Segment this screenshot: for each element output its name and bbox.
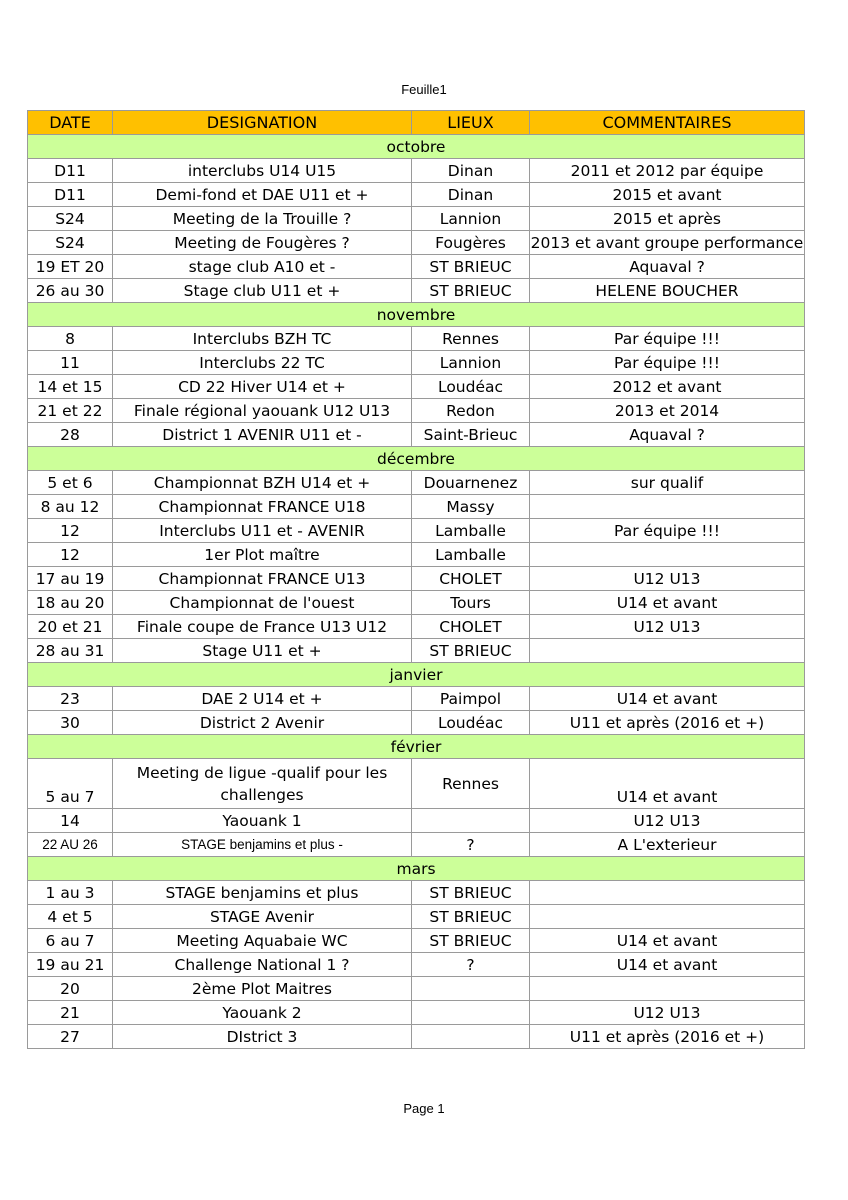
cell-designation: CD 22 Hiver U14 et + bbox=[113, 375, 412, 399]
cell-commentaires bbox=[530, 881, 805, 905]
cell-date: 20 et 21 bbox=[28, 615, 113, 639]
cell-lieux: Dinan bbox=[412, 159, 530, 183]
cell-lieux: ? bbox=[412, 953, 530, 977]
cell-lieux: ST BRIEUC bbox=[412, 881, 530, 905]
cell-date: 17 au 19 bbox=[28, 567, 113, 591]
cell-commentaires: U14 et avant bbox=[530, 759, 805, 809]
month-row bbox=[28, 303, 805, 327]
cell-lieux: ST BRIEUC bbox=[412, 279, 530, 303]
header-commentaires: COMMENTAIRES bbox=[530, 111, 805, 135]
cell-designation: DAE 2 U14 et + bbox=[113, 687, 412, 711]
cell-designation: STAGE benjamins et plus bbox=[113, 881, 412, 905]
cell-lieux bbox=[412, 809, 530, 833]
month-label: décembre bbox=[28, 447, 805, 471]
month-row bbox=[28, 857, 805, 881]
cell-commentaires: U12 U13 bbox=[530, 615, 805, 639]
cell-designation: Yaouank 1 bbox=[113, 809, 412, 833]
cell-designation: Stage U11 et + bbox=[113, 639, 412, 663]
table-row bbox=[28, 639, 805, 663]
cell-date: D11 bbox=[28, 183, 113, 207]
cell-lieux: Douarnenez bbox=[412, 471, 530, 495]
cell-designation: STAGE benjamins et plus - bbox=[113, 833, 412, 857]
cell-lieux: ST BRIEUC bbox=[412, 255, 530, 279]
cell-date: 8 au 12 bbox=[28, 495, 113, 519]
month-label: février bbox=[28, 735, 805, 759]
table-row bbox=[28, 953, 805, 977]
cell-commentaires: Aquaval ? bbox=[530, 423, 805, 447]
month-label: mars bbox=[28, 857, 805, 881]
cell-commentaires: U12 U13 bbox=[530, 809, 805, 833]
cell-date: 26 au 30 bbox=[28, 279, 113, 303]
cell-designation: Meeting Aquabaie WC bbox=[113, 929, 412, 953]
table-row bbox=[28, 159, 805, 183]
cell-designation: Yaouank 2 bbox=[113, 1001, 412, 1025]
table-row bbox=[28, 543, 805, 567]
table-row bbox=[28, 881, 805, 905]
table-row bbox=[28, 519, 805, 543]
cell-designation: District 1 AVENIR U11 et - bbox=[113, 423, 412, 447]
cell-designation: Finale coupe de France U13 U12 bbox=[113, 615, 412, 639]
table-row bbox=[28, 351, 805, 375]
cell-commentaires: U11 et après (2016 et +) bbox=[530, 1025, 805, 1049]
cell-lieux: Fougères bbox=[412, 231, 530, 255]
header-date: DATE bbox=[28, 111, 113, 135]
cell-designation: Championnat de l'ouest bbox=[113, 591, 412, 615]
cell-date: 12 bbox=[28, 519, 113, 543]
cell-commentaires: 2013 et 2014 bbox=[530, 399, 805, 423]
cell-lieux: Lannion bbox=[412, 351, 530, 375]
cell-commentaires: Par équipe !!! bbox=[530, 327, 805, 351]
header-row bbox=[28, 111, 805, 135]
cell-date: 23 bbox=[28, 687, 113, 711]
cell-lieux: Massy bbox=[412, 495, 530, 519]
table-row bbox=[28, 255, 805, 279]
cell-designation: STAGE Avenir bbox=[113, 905, 412, 929]
cell-designation: stage club A10 et - bbox=[113, 255, 412, 279]
cell-commentaires: 2015 et avant bbox=[530, 183, 805, 207]
table-row bbox=[28, 471, 805, 495]
table-row bbox=[28, 399, 805, 423]
cell-designation: District 2 Avenir bbox=[113, 711, 412, 735]
cell-commentaires: U14 et avant bbox=[530, 591, 805, 615]
cell-designation: Challenge National 1 ? bbox=[113, 953, 412, 977]
cell-designation: Meeting de ligue -qualif pour les challenges bbox=[113, 759, 412, 809]
table-row bbox=[28, 615, 805, 639]
cell-designation: Demi-fond et DAE U11 et + bbox=[113, 183, 412, 207]
cell-designation: DIstrict 3 bbox=[113, 1025, 412, 1049]
cell-designation: Finale régional yaouank U12 U13 bbox=[113, 399, 412, 423]
cell-commentaires: U11 et après (2016 et +) bbox=[530, 711, 805, 735]
cell-date: 14 et 15 bbox=[28, 375, 113, 399]
table-row bbox=[28, 929, 805, 953]
table-row bbox=[28, 809, 805, 833]
events-table bbox=[27, 110, 805, 1049]
cell-lieux: ? bbox=[412, 833, 530, 857]
cell-date: 22 AU 26 bbox=[28, 833, 113, 857]
cell-date: 21 et 22 bbox=[28, 399, 113, 423]
cell-date: 1 au 3 bbox=[28, 881, 113, 905]
cell-lieux: Loudéac bbox=[412, 375, 530, 399]
cell-date: 4 et 5 bbox=[28, 905, 113, 929]
table-row bbox=[28, 977, 805, 1001]
cell-commentaires: U14 et avant bbox=[530, 687, 805, 711]
cell-lieux: CHOLET bbox=[412, 615, 530, 639]
header-lieux: LIEUX bbox=[412, 111, 530, 135]
cell-commentaires bbox=[530, 639, 805, 663]
cell-designation: interclubs U14 U15 bbox=[113, 159, 412, 183]
sheet-title: Feuille1 bbox=[401, 82, 447, 97]
cell-designation: Stage club U11 et + bbox=[113, 279, 412, 303]
header-designation: DESIGNATION bbox=[113, 111, 412, 135]
cell-lieux bbox=[412, 977, 530, 1001]
cell-lieux: Redon bbox=[412, 399, 530, 423]
cell-designation: Meeting de Fougères ? bbox=[113, 231, 412, 255]
cell-date: 18 au 20 bbox=[28, 591, 113, 615]
cell-commentaires: U12 U13 bbox=[530, 567, 805, 591]
cell-commentaires bbox=[530, 977, 805, 1001]
cell-commentaires bbox=[530, 905, 805, 929]
table-row bbox=[28, 759, 805, 809]
cell-lieux: Rennes bbox=[412, 759, 530, 809]
cell-lieux: Saint-Brieuc bbox=[412, 423, 530, 447]
cell-designation: Interclubs U11 et - AVENIR bbox=[113, 519, 412, 543]
table-row bbox=[28, 183, 805, 207]
table-row bbox=[28, 1001, 805, 1025]
cell-date: 20 bbox=[28, 977, 113, 1001]
cell-designation: Interclubs 22 TC bbox=[113, 351, 412, 375]
cell-designation: Championnat FRANCE U13 bbox=[113, 567, 412, 591]
cell-commentaires bbox=[530, 495, 805, 519]
cell-commentaires: Par équipe !!! bbox=[530, 351, 805, 375]
table-row bbox=[28, 231, 805, 255]
cell-lieux: Rennes bbox=[412, 327, 530, 351]
cell-commentaires: U14 et avant bbox=[530, 953, 805, 977]
table-row bbox=[28, 279, 805, 303]
table-row bbox=[28, 905, 805, 929]
cell-lieux: Lannion bbox=[412, 207, 530, 231]
cell-date: 11 bbox=[28, 351, 113, 375]
cell-designation: Meeting de la Trouille ? bbox=[113, 207, 412, 231]
cell-commentaires: 2015 et après bbox=[530, 207, 805, 231]
cell-commentaires: U14 et avant bbox=[530, 929, 805, 953]
cell-date: 19 ET 20 bbox=[28, 255, 113, 279]
table-row bbox=[28, 591, 805, 615]
cell-commentaires: Aquaval ? bbox=[530, 255, 805, 279]
month-row bbox=[28, 735, 805, 759]
cell-designation: Championnat FRANCE U18 bbox=[113, 495, 412, 519]
cell-lieux: Lamballe bbox=[412, 543, 530, 567]
cell-designation: Championnat BZH U14 et + bbox=[113, 471, 412, 495]
table-row bbox=[28, 567, 805, 591]
cell-designation: Interclubs BZH TC bbox=[113, 327, 412, 351]
month-label: octobre bbox=[28, 135, 805, 159]
cell-date: 5 au 7 bbox=[28, 759, 113, 809]
table-row bbox=[28, 687, 805, 711]
cell-date: 8 bbox=[28, 327, 113, 351]
cell-date: D11 bbox=[28, 159, 113, 183]
month-label: novembre bbox=[28, 303, 805, 327]
table-row bbox=[28, 207, 805, 231]
cell-commentaires: 2012 et avant bbox=[530, 375, 805, 399]
cell-date: 27 bbox=[28, 1025, 113, 1049]
cell-lieux bbox=[412, 1025, 530, 1049]
cell-designation: 2ème Plot Maitres bbox=[113, 977, 412, 1001]
table-row bbox=[28, 1025, 805, 1049]
month-row bbox=[28, 135, 805, 159]
cell-date: 6 au 7 bbox=[28, 929, 113, 953]
cell-commentaires: A L'exterieur bbox=[530, 833, 805, 857]
cell-date: 12 bbox=[28, 543, 113, 567]
cell-lieux: Lamballe bbox=[412, 519, 530, 543]
cell-commentaires: 2013 et avant groupe performance bbox=[530, 231, 805, 255]
cell-lieux: ST BRIEUC bbox=[412, 639, 530, 663]
cell-lieux: Loudéac bbox=[412, 711, 530, 735]
cell-lieux: CHOLET bbox=[412, 567, 530, 591]
cell-lieux: Paimpol bbox=[412, 687, 530, 711]
table-row bbox=[28, 711, 805, 735]
cell-date: 30 bbox=[28, 711, 113, 735]
table-row bbox=[28, 327, 805, 351]
cell-lieux: Dinan bbox=[412, 183, 530, 207]
month-row bbox=[28, 447, 805, 471]
table-row bbox=[28, 495, 805, 519]
cell-date: 28 au 31 bbox=[28, 639, 113, 663]
cell-commentaires: Par équipe !!! bbox=[530, 519, 805, 543]
month-label: janvier bbox=[28, 663, 805, 687]
cell-lieux bbox=[412, 1001, 530, 1025]
page-footer: Page 1 bbox=[403, 1101, 445, 1116]
table-body bbox=[28, 135, 805, 1049]
table-row bbox=[28, 833, 805, 857]
cell-commentaires: HELENE BOUCHER bbox=[530, 279, 805, 303]
cell-designation: 1er Plot maître bbox=[113, 543, 412, 567]
cell-commentaires: 2011 et 2012 par équipe bbox=[530, 159, 805, 183]
cell-date: 19 au 21 bbox=[28, 953, 113, 977]
cell-lieux: ST BRIEUC bbox=[412, 929, 530, 953]
table-row bbox=[28, 375, 805, 399]
cell-commentaires: U12 U13 bbox=[530, 1001, 805, 1025]
cell-commentaires: sur qualif bbox=[530, 471, 805, 495]
cell-date: 28 bbox=[28, 423, 113, 447]
cell-date: 14 bbox=[28, 809, 113, 833]
cell-commentaires bbox=[530, 543, 805, 567]
cell-date: 5 et 6 bbox=[28, 471, 113, 495]
cell-date: S24 bbox=[28, 231, 113, 255]
month-row bbox=[28, 663, 805, 687]
cell-date: S24 bbox=[28, 207, 113, 231]
table-row bbox=[28, 423, 805, 447]
cell-lieux: Tours bbox=[412, 591, 530, 615]
cell-date: 21 bbox=[28, 1001, 113, 1025]
cell-lieux: ST BRIEUC bbox=[412, 905, 530, 929]
